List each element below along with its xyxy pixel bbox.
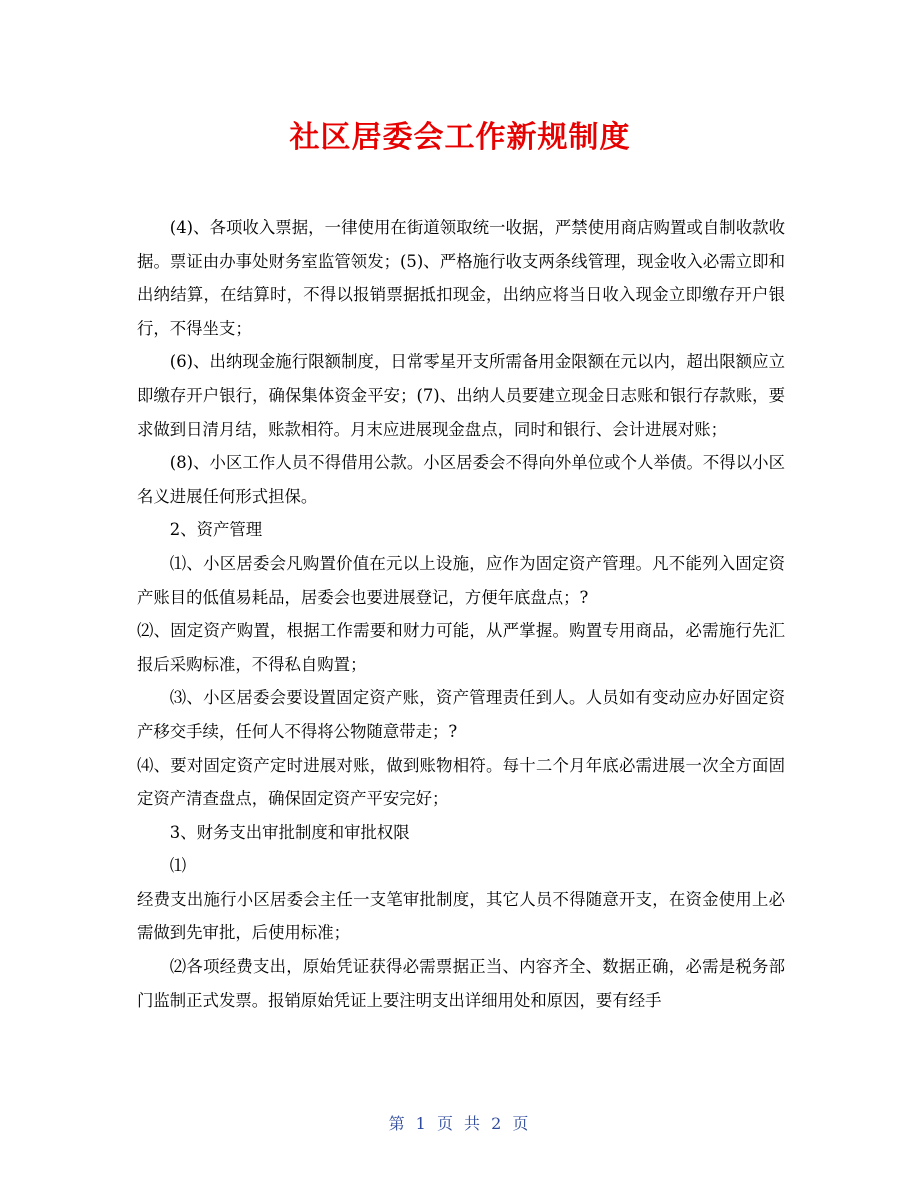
- paragraph: 经费支出施行小区居委会主任一支笔审批制度，其它人员不得随意开支，在资金使用上必需做到先审批，后使用标准；: [137, 889, 785, 943]
- paragraph: ⑷、要对固定资产定时进展对账，做到账物相符。每十二个月年底必需进展一次全方面固定资产清查盘点，确保固定资产平安完好；: [137, 755, 785, 809]
- paragraph: ⑴、小区居委会凡购置价值在元以上设施，应作为固定资产管理。凡不能列入固定资产账目的低值易耗品，居委会也要进展登记，方便年底盘点；?: [137, 553, 785, 607]
- paragraph: ⑴: [169, 856, 187, 876]
- document-body: [137, 211, 785, 1017]
- paragraph: ⑵各项经费支出，原始凭证获得必需票据正当、内容齐全、数据正确，必需是税务部门监制正式发票。报销原始凭证上要注明支出详细用处和原因，要有经手: [137, 957, 785, 1010]
- paragraph: (8)、小区工作人员不得借用公款。小区居委会不得向外单位或个人举债。不得以小区名义进展任何形式担保。: [137, 453, 785, 506]
- paragraph: (6)、出纳现金施行限额制度，日常零星开支所需备用金限额在元以内，超出限额应立即缴存开户银行，确保集体资金平安；(7)、出纳人员要建立现金日志账和银行存款账，要求做到日清月结，账款相符。月末应进展现金盘点，同时和银行、会计进展对账；: [137, 352, 785, 439]
- section-heading: 3、财务支出审批制度和审批权限: [169, 822, 410, 842]
- document-title: 社区居委会工作新规制度: [289, 120, 631, 155]
- page-number-footer: 第 1 页 共 2 页: [388, 1114, 532, 1133]
- paragraph: (4)、各项收入票据，一律使用在街道领取统一收据，严禁使用商店购置或自制收款收据。票证由办事处财务室监管领发；(5)、严格施行收支两条线管理，现金收入必需立即和出纳结算，在结算时，不得以报销票据抵扣现金，出纳应将当日收入现金立即缴存开户银行，不得坐支；: [137, 218, 785, 338]
- paragraph: ⑵、固定资产购置，根据工作需要和财力可能，从严掌握。购置专用商品，必需施行先汇报后采购标准，不得私自购置；: [137, 621, 785, 674]
- paragraph: ⑶、小区居委会要设置固定资产账，资产管理责任到人。人员如有变动应办好固定资产移交手续，任何人不得将公物随意带走；?: [137, 688, 785, 741]
- section-heading: 2、资产管理: [169, 520, 263, 540]
